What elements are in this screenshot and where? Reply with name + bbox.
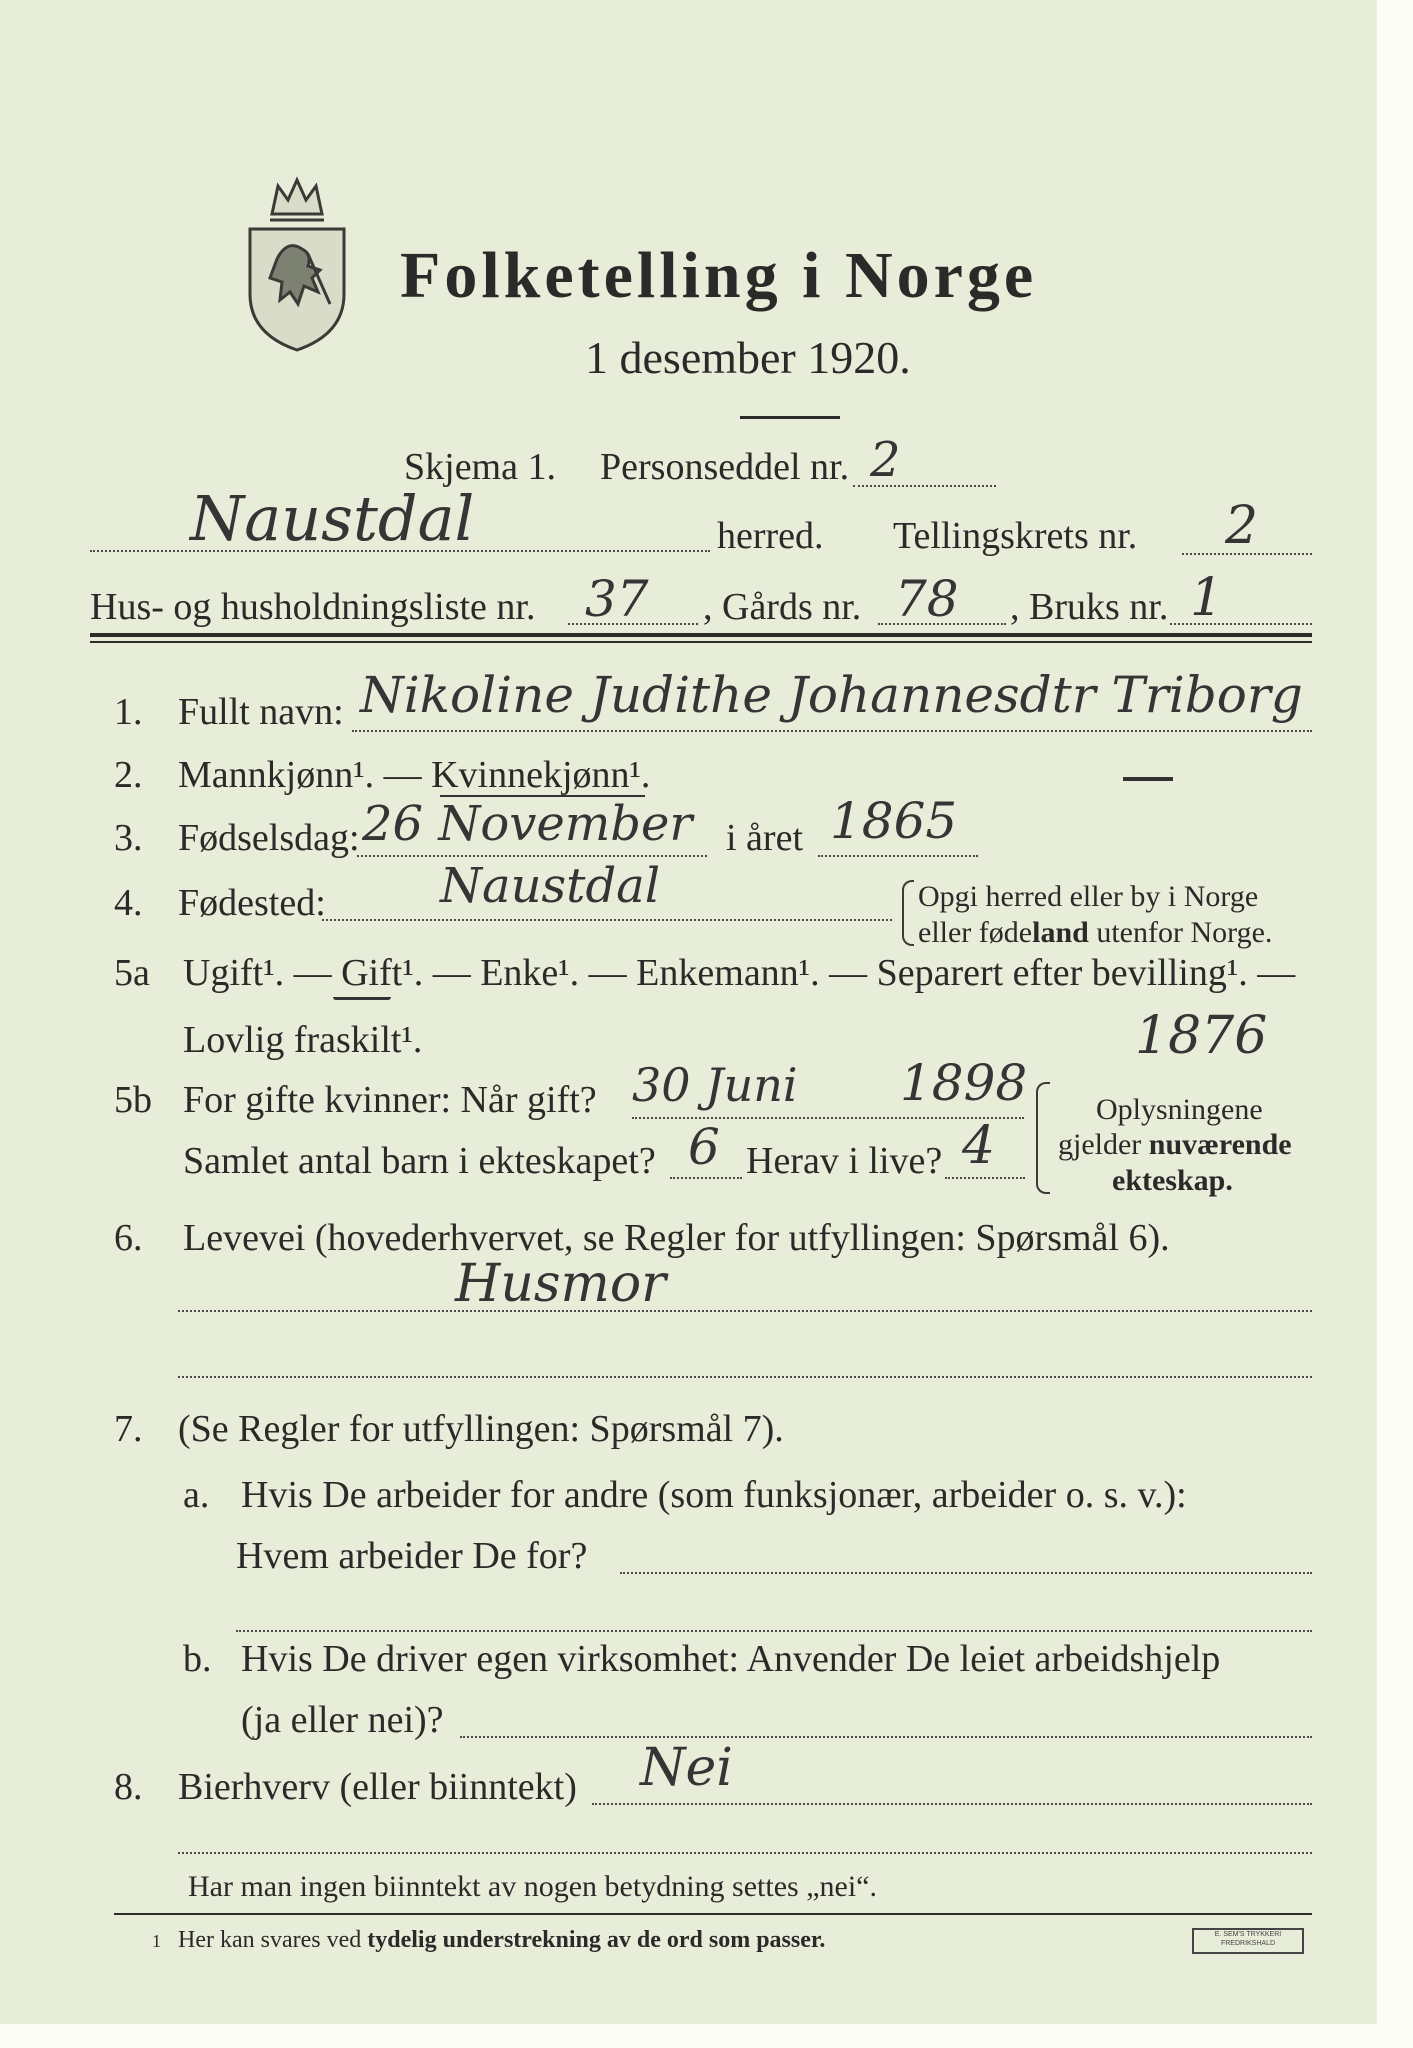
q7a-question: Hvem arbeider De for? [236,1535,588,1577]
q4-note-text-c: utenfor Norge. [1088,916,1273,949]
q5b-note-bold: nuværende [1148,1128,1292,1161]
schema-label: Skjema 1. [404,446,556,488]
scan-edge-right [1377,0,1413,2048]
q7b-question: (ja eller nei)? [241,1699,444,1741]
q5a-line2: Lovlig fraskilt¹. [183,1019,423,1061]
q2-number: 2. [114,754,143,796]
q3-year-line [818,855,978,857]
footnote-number: 1 [152,1931,161,1951]
footnote-text-a: Her kan svares ved [178,1927,368,1953]
q5a-margin-note: 1876 [1135,1006,1268,1066]
q5b-children-line [670,1177,742,1179]
q8-line-2 [178,1852,1312,1854]
q2-dash-mark [1123,777,1173,781]
krets-label: Tellingskrets nr. [893,515,1138,557]
person-label: Personseddel nr. [600,446,850,488]
q1-label: Fullt navn: [178,691,344,733]
q5b-note-brace [1036,1082,1050,1194]
printer-stamp [1192,1928,1304,1954]
q6-number: 6. [114,1217,143,1259]
q5b-note-line1: Oplysningene [1096,1093,1263,1126]
q5b-number: 5b [114,1079,152,1121]
q7a-line-2 [236,1630,1312,1632]
q5b-note-line3: ekteskap. [1112,1164,1233,1197]
gards-value[interactable]: 78 [895,570,959,628]
q1-name-value[interactable]: Nikoline Judithe Johannesdtr Triborg [360,666,1303,724]
q2-label: Mannkjønn¹. — Kvinnekjønn¹. [178,754,651,796]
q5b-children-value[interactable]: 6 [688,1118,720,1176]
house-list-value[interactable]: 37 [585,570,649,628]
q7a-line [620,1572,1312,1574]
q5a-number: 5a [114,952,150,994]
gards-label: , Gårds nr. [703,586,862,628]
q5b-label: For gifte kvinner: Når gift? [183,1079,597,1121]
q7-number: 7. [114,1408,143,1450]
person-number-value[interactable]: 2 [870,432,901,488]
krets-number-value[interactable]: 2 [1225,496,1259,556]
q7b-text: Hvis De driver egen virksomhet: Anvender De leiet arbeidshjelp [241,1638,1221,1680]
herred-label: herred. [717,515,824,557]
q7a-letter: a. [183,1474,210,1516]
q4-note-text-a: eller føde [918,916,1033,949]
q5b-alive-line [945,1177,1025,1179]
bruks-value[interactable]: 1 [1190,568,1224,628]
q1-line [352,730,1312,732]
q7b-letter: b. [183,1638,212,1680]
q7b-line [460,1736,1312,1738]
q7-label: (Se Regler for utfyllingen: Spørsmål 7). [178,1408,784,1450]
q4-note-brace [902,880,914,946]
q8-value[interactable]: Nei [640,1738,733,1798]
header-rule-bottom [90,641,1312,643]
q4-line [322,919,892,921]
q5b-married-year[interactable]: 1898 [900,1054,1028,1112]
q3-day-line [357,855,707,857]
stamp-line-1: E. SEM'S TRYKKERI [1214,1931,1282,1938]
q4-note-line2 [918,914,1272,952]
q5a-underline-gift [333,997,391,1000]
herred-value[interactable]: Naustdal [190,482,475,555]
q3-birthday-value[interactable]: 26 November [362,796,693,852]
q5b-alive-value[interactable]: 4 [962,1116,996,1176]
q8-number: 8. [114,1766,143,1808]
q6-occupation-value[interactable]: Husmor [455,1254,666,1314]
q1-number: 1. [114,691,143,733]
q4-note-bold: land [1032,916,1089,949]
q5b-married-day[interactable]: 30 Juni [632,1058,798,1112]
house-list-label: Hus- og husholdningsliste nr. [90,586,536,628]
q3-year-value[interactable]: 1865 [830,792,958,850]
scan-edge-bottom [0,2024,1413,2048]
coat-of-arms-icon [242,174,352,354]
q8-line [592,1803,1312,1805]
q5a-options: Ugift¹. — Gift¹. — Enke¹. — Enkemann¹. — Separert efter bevilling¹. — [183,952,1296,994]
footer-rule [114,1913,1312,1915]
q5b-note-line2 [1058,1126,1292,1164]
q6-line-1 [178,1310,1312,1312]
q3-label: Fødselsdag: [178,817,360,859]
q6-label: Levevei (hovederhvervet, se Regler for utfyllingen: Spørsmål 6). [183,1217,1170,1259]
q7a-text: Hvis De arbeider for andre (som funksjonær, arbeider o. s. v.): [241,1474,1187,1516]
footnote-text-bold: tydelig understrekning av de ord som passer. [367,1927,826,1953]
q4-label: Fødested: [178,882,326,924]
q5b-children-label: Samlet antal barn i ekteskapet? [183,1140,656,1182]
q8-label: Bierhverv (eller biinntekt) [178,1766,577,1808]
q4-birthplace-value[interactable]: Naustdal [440,858,661,914]
form-title: Folketelling i Norge [400,239,1038,312]
q6-line-2 [178,1376,1312,1378]
census-date: 1 desember 1920. [585,332,911,383]
footer-note: Har man ingen biinntekt av nogen betydning settes „nei“. [188,1870,877,1903]
header-rule-top [90,633,1312,637]
title-rule [740,416,840,419]
footnote-text [178,1928,825,1952]
q3-year-label: i året [726,817,804,859]
stamp-line-2: FREDRIKSHALD [1220,1940,1276,1948]
q4-note-line1: Opgi herred eller by i Norge [918,880,1259,913]
bruks-label: , Bruks nr. [1010,586,1169,628]
q3-number: 3. [114,817,143,859]
q5b-alive-label: Herav i live? [746,1140,943,1182]
q5b-note-text: gjelder [1058,1128,1149,1161]
q4-number: 4. [114,882,143,924]
